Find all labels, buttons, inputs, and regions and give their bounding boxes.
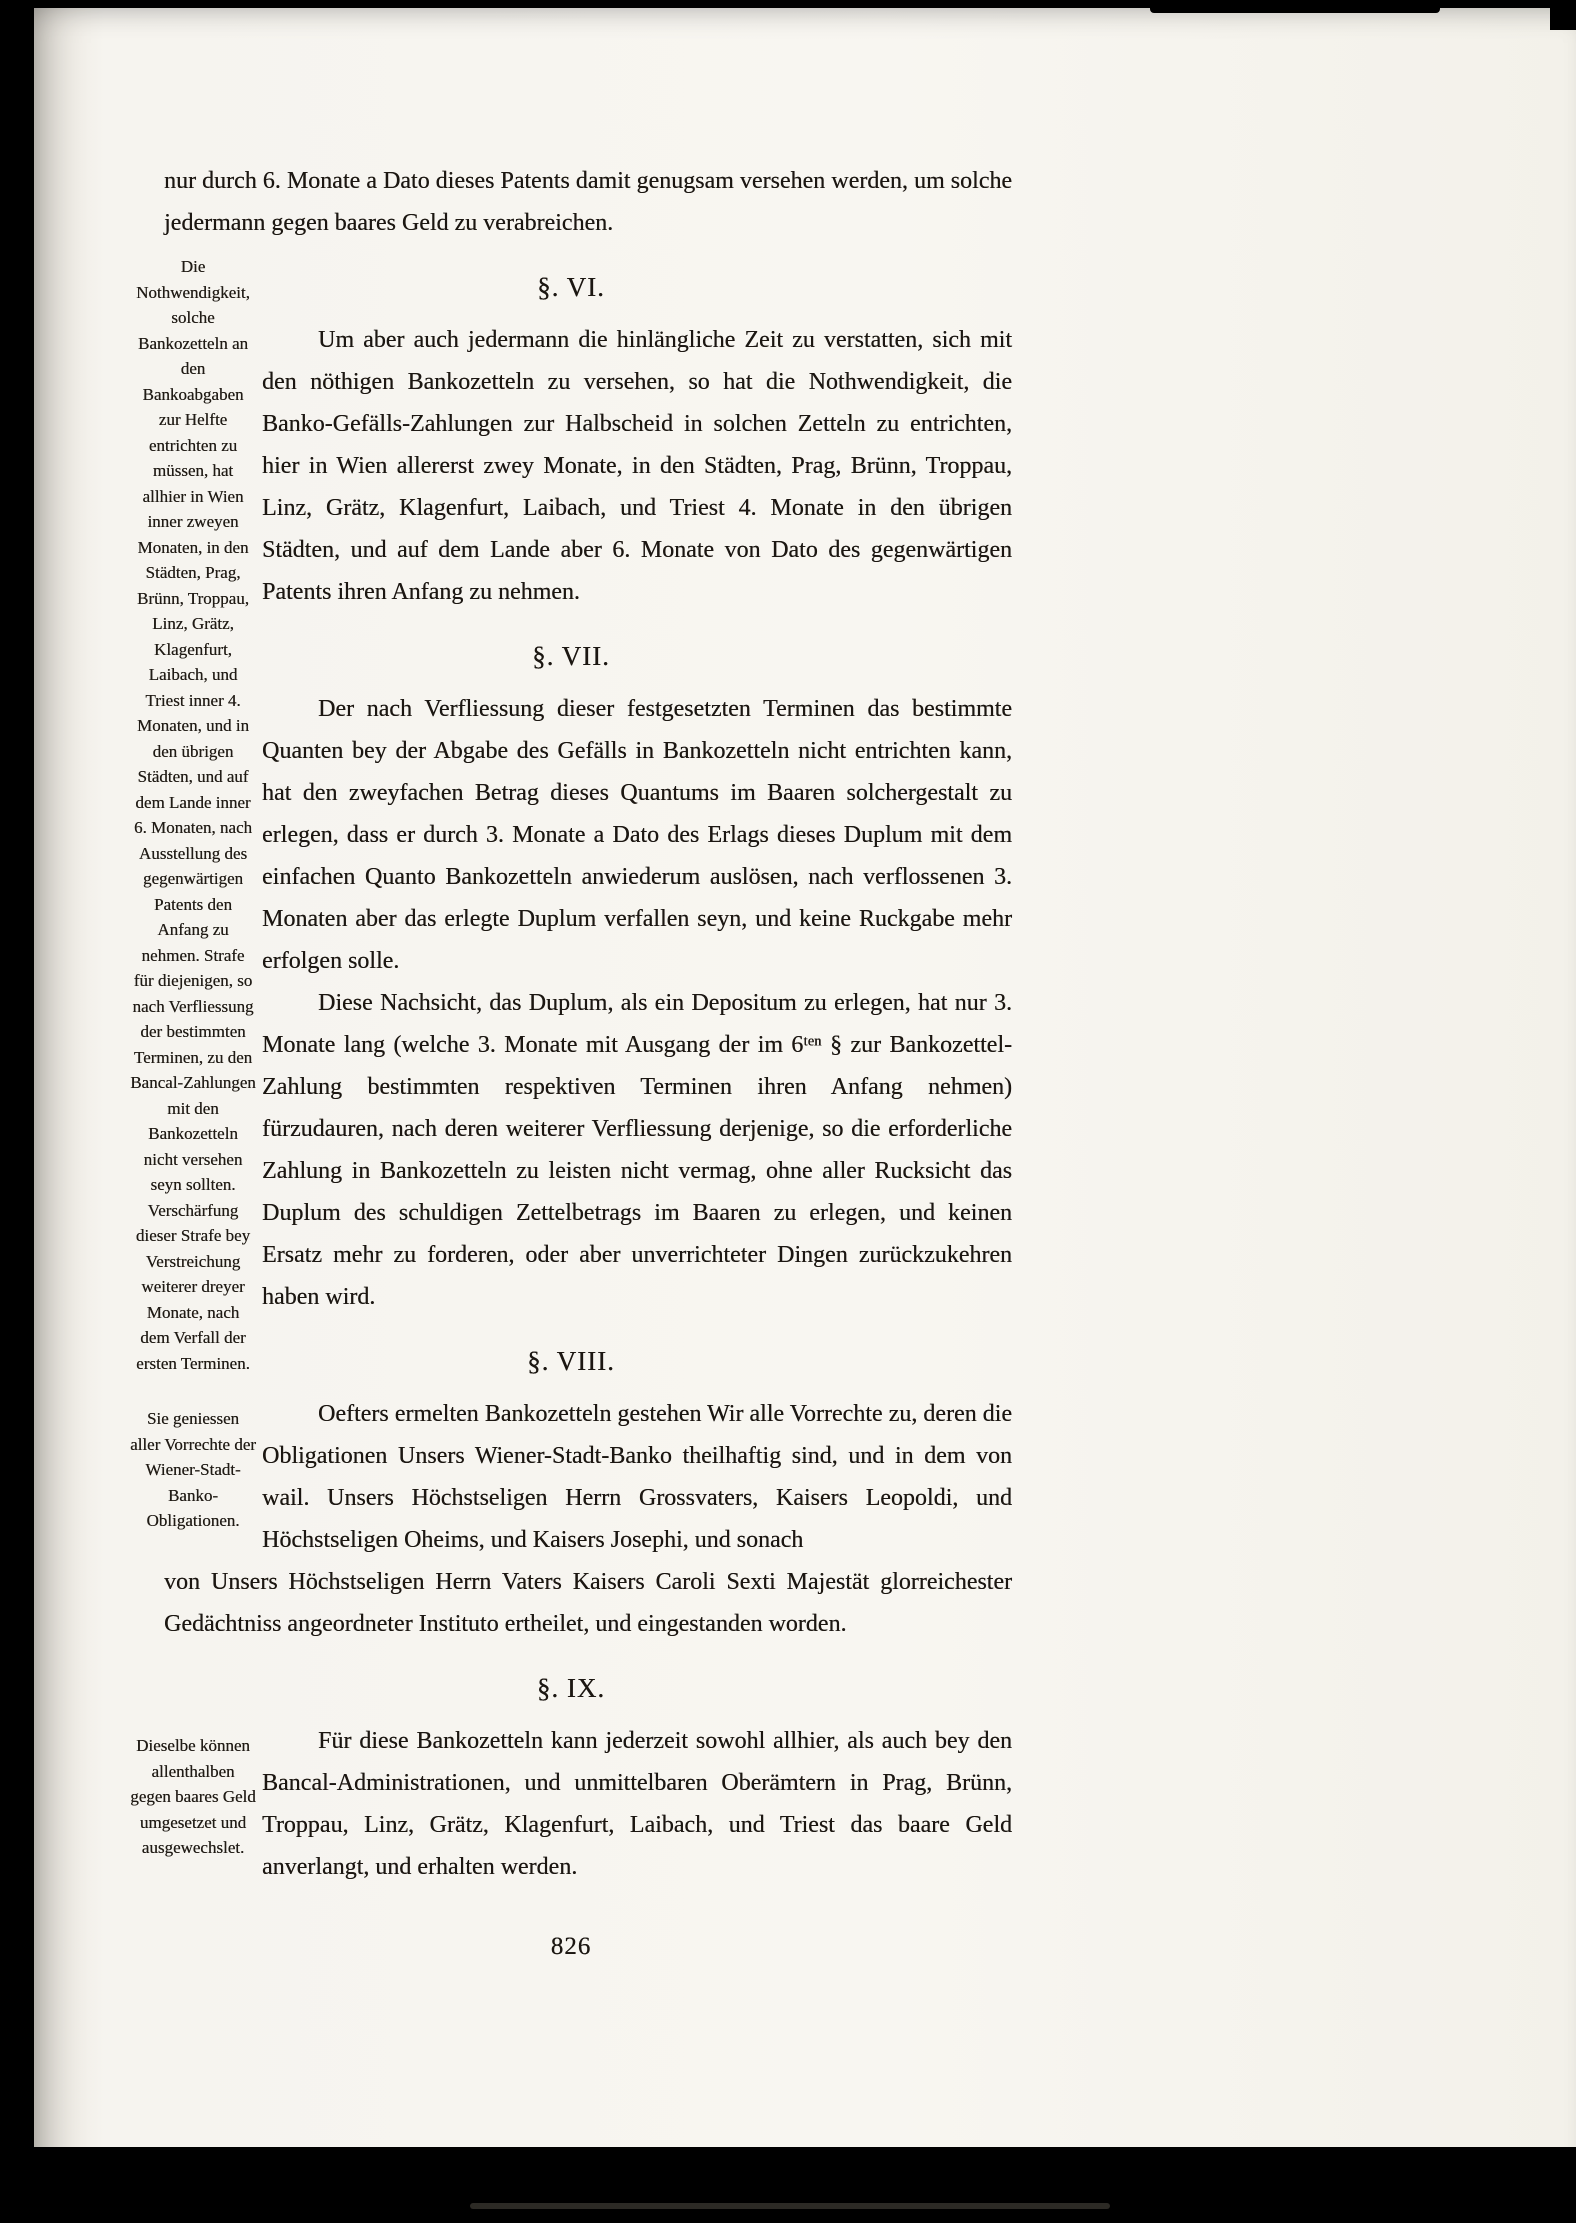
margin-note-viii: Sie geniessen aller Vorrechte der Wiener-Stadt-Banko-Obligationen. — [130, 1409, 256, 1530]
main-text-column — [262, 1318, 1012, 1561]
main-text-column — [262, 244, 1012, 1318]
scan-artifact-smudge — [470, 2203, 1110, 2209]
paragraph: Der nach Verfliessung dieser festgesetzten Terminen das bestimmte Quanten bey der Abgabe des Gefälls in Bankozetteln nicht entrichten kann, hat den zweyfachen Betrag dieses Quantums im Baaren solchergestalt zu erlegen, dass er durch 3. Monate a Dato des Erlags dieses Duplum mit dem einfachen Quanto Bankozetteln anwiederum auslösen, nach verflossenen 3. Monaten aber das erlegte Duplum verfallen seyn, und keine Ruckgabe mehr erfolgen solle. — [262, 696, 1012, 974]
section-heading-vii: §. VII. — [532, 641, 610, 671]
section-ix — [130, 1645, 1012, 1888]
paragraph: Oefters ermelten Bankozetteln gestehen Wir alle Vorrechte zu, deren die Obligationen Unsers Wiener-Stadt-Banko theilhaftig sind, und in dem von wail. Unsers Höchstseligen Herrn Grossvaters, Kaisers Leopoldi, und Höchstseligen Oheims, und Kaisers Josephi, und sonach — [262, 1401, 1012, 1553]
page-content — [130, 160, 1012, 1964]
section-heading-viii: §. VIII. — [527, 1346, 615, 1376]
paragraph: Um aber auch jedermann die hinlängliche Zeit zu verstatten, sich mit den nöthigen Bankozetteln zu versehen, so hat die Nothwendigkeit, die Banko-Gefälls-Zahlungen zur Halbscheid in solchen Zetteln zu entrichten, hier in Wien allererst zwey Monate, in den Städten, Prag, Brünn, Troppau, Linz, Grätz, Klagenfurt, Laibach, und Triest 4. Monate in den übrigen Städten, und auf dem Lande aber 6. Monate von Dato des gegenwärtigen Patents ihren Anfang zu nehmen. — [262, 327, 1012, 605]
intro-paragraph: nur durch 6. Monate a Dato dieses Patents damit genugsam versehen werden, um solche jedermann gegen baares Geld zu verabreichen. — [164, 168, 1012, 236]
page-number: 826 — [550, 1933, 592, 1960]
scan-artifact-top — [1150, 0, 1440, 13]
margin-note-column — [130, 1645, 262, 1888]
margin-note-vi: Die Nothwendigkeit, solche Bankozetteln an den Bankoabgaben zur Helfte entrichten zu müssen, hat allhier in Wien inner zweyen Monaten, in den Städten, Prag, Brünn, Troppau, Linz, Grätz, Klagenfurt, Laibach, und Triest inner 4. Monaten, und in den übrigen Städten, und auf dem Lande inner 6. Monaten, nach Ausstellung des gegenwärtigen Patents den Anfang zu nehmen. Strafe für diejenigen, so nach Verfliessung der bestimmten Terminen, zu den Bancal-Zahlungen mit den Bankozetteln nicht versehen seyn sollten. Verschärfung dieser Strafe bey Verstreichung weiterer dreyer Monate, nach dem Verfall der ersten Terminen. — [130, 257, 256, 1373]
main-text-column — [262, 1645, 1012, 1888]
scan-edge-bottom — [0, 2147, 1576, 2223]
margin-note-column — [130, 244, 262, 1373]
margin-note-column — [130, 1318, 262, 1561]
paragraph: Diese Nachsicht, das Duplum, als ein Depositum zu erlegen, hat nur 3. Monate lang (welche 3. Monate mit Ausgang der im 6ᵗᵉⁿ § zur Bankozettel-Zahlung bestimmten respektiven Terminen ihren Anfang nehmen) fürzudauren, nach deren weiterer Verfliessung derjenige, so die erforderliche Zahlung in Bankozetteln zu leisten nicht vermag, ohne aller Rucksicht das Duplum des schuldigen Zettelbetrags im Baaren zu erlegen, und keinen Ersatz mehr zu forderen, oder aber unverrichteter Dingen zurückzukehren haben wird. — [262, 990, 1012, 1310]
section-viii — [130, 1318, 1012, 1561]
scan-artifact-corner — [1550, 0, 1576, 30]
section-heading-vi: §. VI. — [537, 272, 605, 302]
section-heading-ix: §. IX. — [536, 1673, 606, 1703]
margin-note-ix: Dieselbe können allenthalben gegen baares Geld umgesetzet und ausgewechslet. — [130, 1736, 256, 1857]
paragraph: Für diese Bankozetteln kann jederzeit sowohl allhier, als auch bey den Bancal-Administrationen, und unmittelbaren Oberämtern in Prag, Brünn, Troppau, Linz, Grätz, Klagenfurt, Laibach, und Triest das baare Geld anverlangt, und erhalten werden. — [262, 1728, 1012, 1880]
section-viii-continuation: von Unsers Höchstseligen Herrn Vaters Kaisers Caroli Sexti Majestät glorreichester Gedächtniss angeordneter Instituto ertheilet, und eingestanden worden. — [164, 1569, 1012, 1637]
